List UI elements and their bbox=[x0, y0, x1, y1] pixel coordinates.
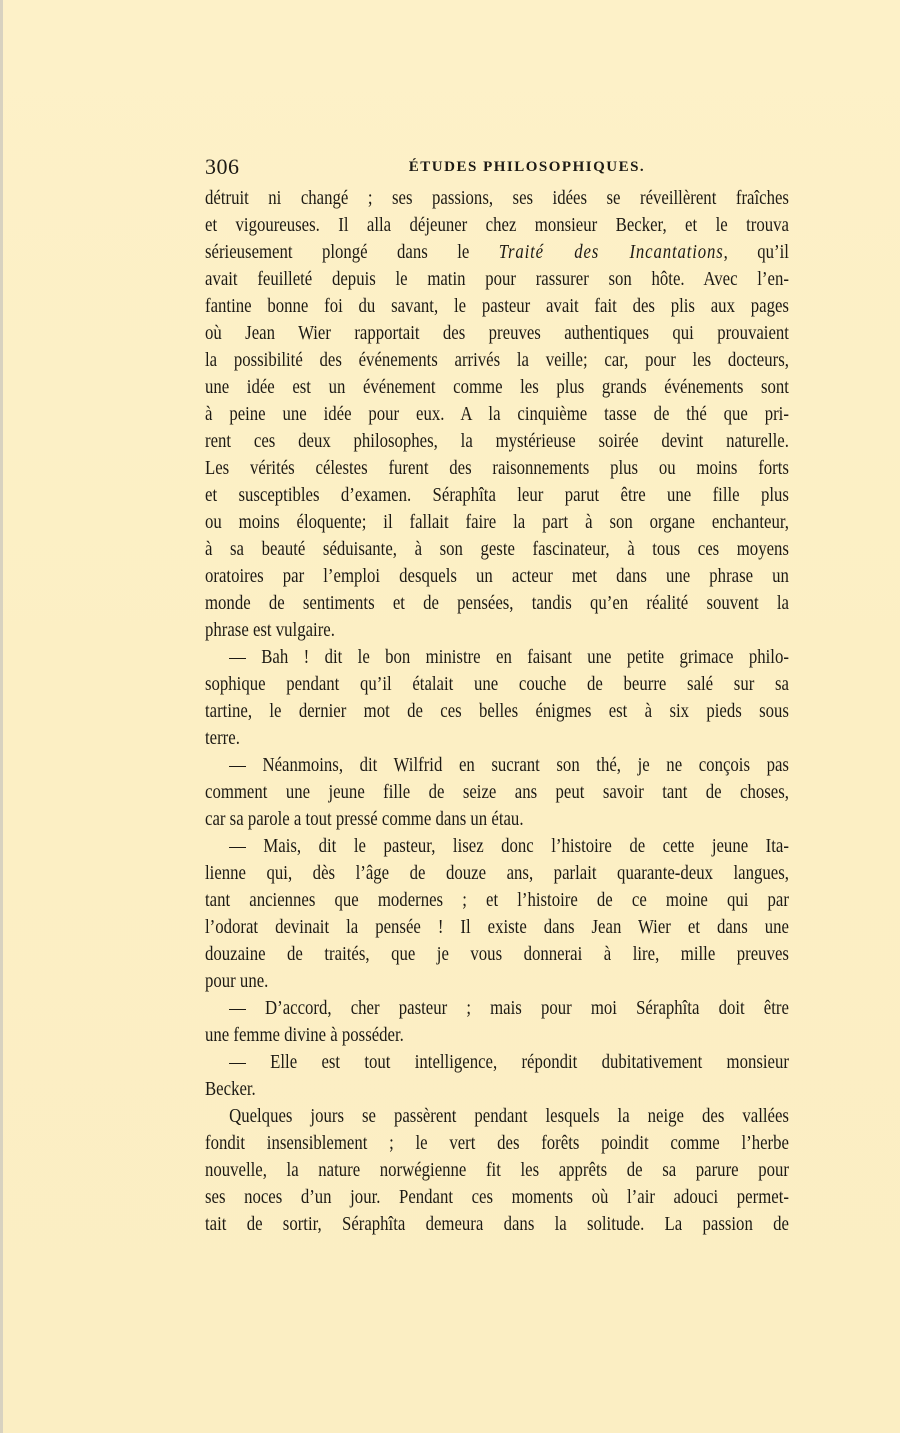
text-line: comment une jeune fille de seize ans peut savoir tant de choses, bbox=[205, 782, 789, 803]
text-line: à peine une idée pour eux. A la cinquième tasse de thé que pri- bbox=[205, 404, 789, 425]
text-line: ou moins éloquente; il fallait faire la part à son organe enchanteur, bbox=[205, 512, 789, 533]
text-line: — Mais, dit le pasteur, lisez donc l’histoire de cette jeune Ita- bbox=[229, 836, 789, 857]
text-line: à sa beauté séduisante, à son geste fascinateur, à tous ces moyens bbox=[205, 539, 789, 560]
text-line: — Elle est tout intelligence, répondit dubitativement monsieur bbox=[229, 1052, 789, 1073]
page-number: 306 bbox=[205, 154, 240, 179]
text-line: lienne qui, dès l’âge de douze ans, parlait quarante-deux langues, bbox=[205, 863, 789, 884]
text-line: Quelques jours se passèrent pendant lesquels la neige des vallées bbox=[229, 1106, 789, 1127]
text-line: — Bah ! dit le bon ministre en faisant une petite grimace philo- bbox=[229, 647, 789, 668]
text-line: car sa parole a tout pressé comme dans un étau. bbox=[205, 809, 524, 830]
text-line: — D’accord, cher pasteur ; mais pour moi Séraphîta doit être bbox=[229, 998, 789, 1019]
body-text bbox=[205, 185, 789, 1238]
text-line: détruit ni changé ; ses passions, ses idées se réveillèrent fraîches bbox=[205, 188, 789, 209]
text-segment: , qu’il bbox=[723, 242, 789, 263]
text-segment: sérieusement plongé dans le bbox=[205, 242, 499, 263]
text-line: et susceptibles d’examen. Séraphîta leur parut être une fille plus bbox=[205, 485, 789, 506]
text-line: tait de sortir, Séraphîta demeura dans la solitude. La passion de bbox=[205, 1214, 789, 1235]
book-title-italic: Traité des Incantations bbox=[498, 242, 724, 263]
text-line: tant anciennes que modernes ; et l’histoire de ce moine qui par bbox=[205, 890, 789, 911]
text-line: la possibilité des événements arrivés la veille; car, pour les docteurs, bbox=[205, 350, 789, 371]
text-line: avait feuilleté depuis le matin pour rassurer son hôte. Avec l’en- bbox=[205, 269, 789, 290]
text-line: Becker. bbox=[205, 1079, 256, 1100]
text-line: sophique pendant qu’il étalait une couche de beurre salé sur sa bbox=[205, 674, 789, 695]
text-line: une femme divine à posséder. bbox=[205, 1025, 404, 1046]
text-line: douzaine de traités, que je vous donnerai à lire, mille preuves bbox=[205, 944, 789, 965]
text-line: monde de sentiments et de pensées, tandis qu’en réalité souvent la bbox=[205, 593, 789, 614]
text-line bbox=[205, 239, 789, 266]
text-line: et vigoureuses. Il alla déjeuner chez monsieur Becker, et le trouva bbox=[205, 215, 789, 236]
text-line: une idée est un événement comme les plus grands événements sont bbox=[205, 377, 789, 398]
text-line: fantine bonne foi du savant, le pasteur avait fait des plis aux pages bbox=[205, 296, 789, 317]
text-line: — Néanmoins, dit Wilfrid en sucrant son thé, je ne conçois pas bbox=[229, 755, 789, 776]
text-line: l’odorat devinait la pensée ! Il existe dans Jean Wier et dans une bbox=[205, 917, 789, 938]
page-header bbox=[205, 152, 789, 182]
text-line: phrase est vulgaire. bbox=[205, 620, 335, 641]
text-line: Les vérités célestes furent des raisonnements plus ou moins forts bbox=[205, 458, 789, 479]
running-title: ÉTUDES PHILOSOPHIQUES. bbox=[408, 159, 646, 175]
text-line: ses noces d’un jour. Pendant ces moments où l’air adouci permet- bbox=[205, 1187, 789, 1208]
text-line: pour une. bbox=[205, 971, 269, 992]
text-line: tartine, le dernier mot de ces belles énigmes est à six pieds sous bbox=[205, 701, 789, 722]
text-line: oratoires par l’emploi desquels un acteur met dans une phrase un bbox=[205, 566, 789, 587]
text-line: fondit insensiblement ; le vert des forêts poindit comme l’herbe bbox=[205, 1133, 789, 1154]
text-line: terre. bbox=[205, 728, 240, 749]
text-line: où Jean Wier rapportait des preuves authentiques qui prouvaient bbox=[205, 323, 789, 344]
text-line: nouvelle, la nature norwégienne fit les apprêts de sa parure pour bbox=[205, 1160, 789, 1181]
text-line: rent ces deux philosophes, la mystérieuse soirée devint naturelle. bbox=[205, 431, 789, 452]
